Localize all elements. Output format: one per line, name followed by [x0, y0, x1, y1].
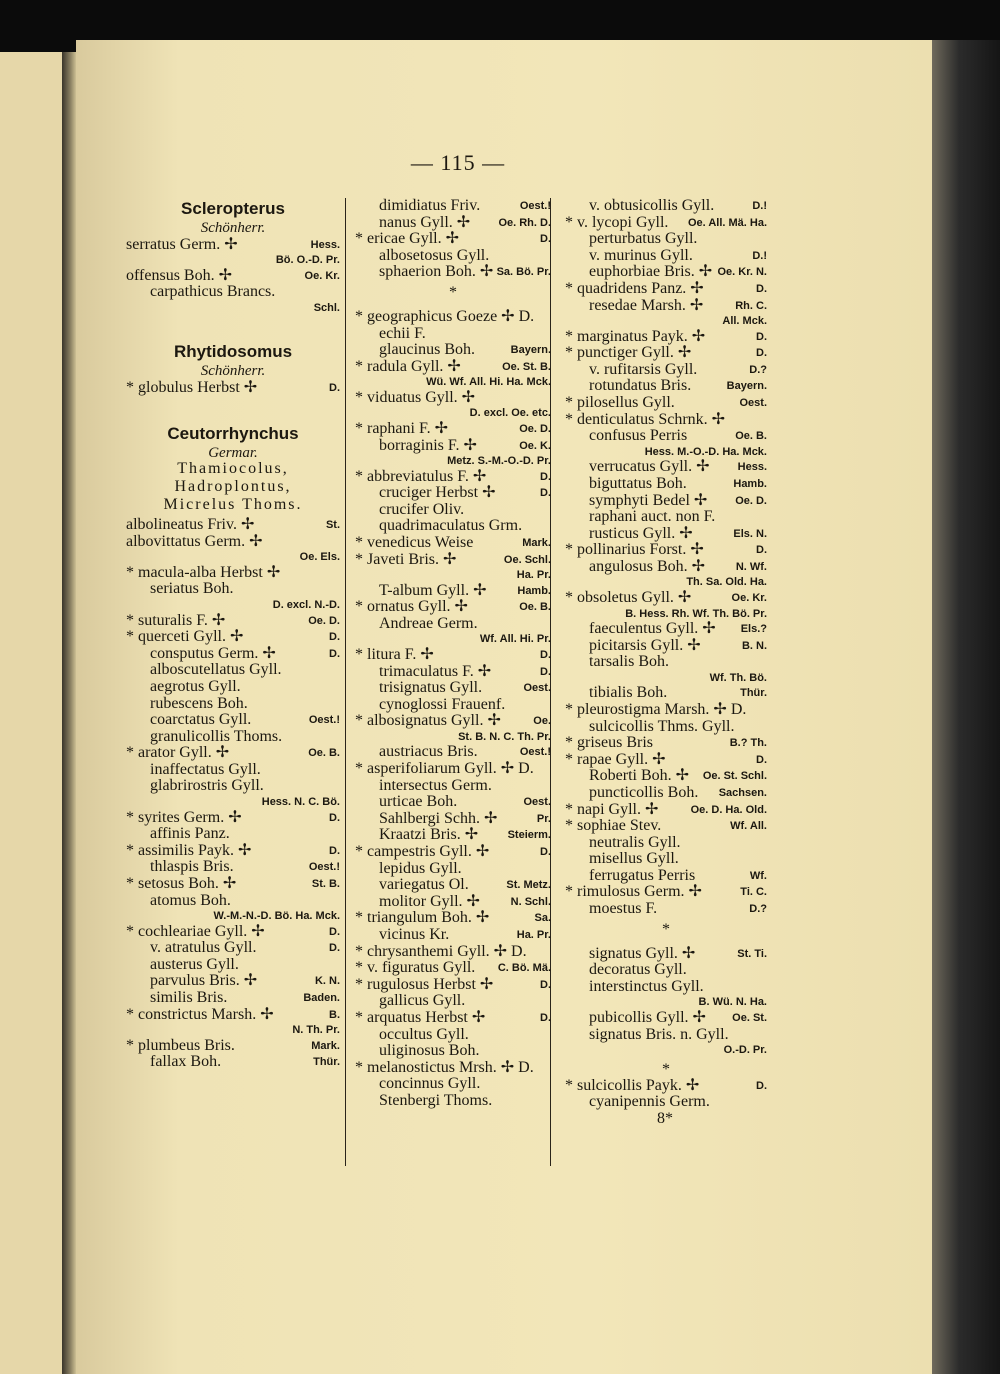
species-entry: albovittatus Germ. ✢	[126, 532, 263, 550]
species-entry: * globulus Herbst ✢ D.	[126, 378, 340, 396]
species-entry: glaucinus Boh. Bayern.	[379, 341, 551, 359]
species-entry: variegatus Ol. St. Metz.	[379, 876, 551, 894]
species-entry: vicinus Kr. Ha. Pr.	[379, 925, 551, 943]
subgenus-line: Hadroplontus,	[174, 478, 292, 496]
species-entry: * ericae Gyll. ✢ D.	[355, 230, 551, 248]
distribution-line: Wf. Th. Bö.	[709, 671, 767, 684]
species-entry: * suturalis F. ✢ Oe. D.	[126, 611, 340, 629]
species-entry: nanus Gyll. ✢ Oe. Rh. D.	[379, 213, 551, 231]
species-entry: * Javeti Bris. ✢ Oe. Schl.	[355, 550, 551, 568]
species-entry: * v. lycopi Gyll. Oe. All. Mä. Ha.	[565, 213, 767, 231]
species-entry: affinis Panz.	[150, 825, 230, 843]
species-entry: * griseus Bris B.? Th.	[565, 734, 767, 752]
species-entry: carpathicus Brancs.	[150, 283, 276, 301]
distribution-line: B. Wü. N. Ha.	[698, 996, 767, 1009]
species-entry: quadrimaculatus Grm.	[379, 517, 523, 535]
species-entry: * v. figuratus Gyll. C. Bö. Mä.	[355, 959, 551, 977]
group-separator: *	[449, 283, 457, 301]
species-entry: * venedicus Weise Mark.	[355, 534, 551, 551]
distribution-line: Wü. Wf. All. Hi. Ha. Mck.	[426, 376, 551, 389]
species-entry: * assimilis Payk. ✢ D.	[126, 841, 340, 859]
distribution-line: Th. Sa. Old. Ha.	[686, 576, 767, 589]
species-entry: tibialis Boh. Thür.	[589, 684, 767, 702]
species-entry: gallicus Gyll.	[379, 992, 466, 1010]
species-entry: austerus Gyll.	[150, 955, 239, 973]
species-entry: * punctiger Gyll. ✢ D.	[565, 344, 767, 362]
distribution-line: All. Mck.	[722, 315, 767, 328]
species-entry: * rimulosus Germ. ✢ Ti. C.	[565, 883, 767, 901]
species-entry: seriatus Boh.	[150, 580, 234, 598]
species-entry: glabrirostris Gyll.	[150, 777, 264, 795]
species-entry: symphyti Bedel ✢ Oe. D.	[589, 491, 767, 509]
species-entry: verrucatus Gyll. ✢ Hess.	[589, 458, 767, 476]
species-entry: * pollinarius Forst. ✢ D.	[565, 541, 767, 559]
distribution-line: Schl.	[313, 301, 340, 314]
species-entry: v. obtusicollis Gyll. D.!	[589, 197, 767, 214]
species-entry: Sahlbergi Schh. ✢ Pr.	[379, 809, 551, 827]
column-2	[355, 198, 551, 1110]
species-entry: * napi Gyll. ✢ Oe. D. Ha. Old.	[565, 800, 767, 818]
species-entry: * obsoletus Gyll. ✢ Oe. Kr.	[565, 588, 767, 606]
species-entry: * macula-alba Herbst ✢	[126, 563, 281, 581]
species-entry: molitor Gyll. ✢ N. Schl.	[379, 892, 551, 910]
species-entry: rusticus Gyll. ✢ Els. N.	[589, 524, 767, 542]
species-entry: pubicollis Gyll. ✢ Oe. St.	[589, 1008, 767, 1026]
species-entry: * cochleariae Gyll. ✢ D.	[126, 922, 340, 940]
species-entry: signatus Gyll. ✢ St. Ti.	[589, 944, 767, 962]
species-entry: * arquatus Herbst ✢ D.	[355, 1008, 551, 1026]
species-entry: confusus Perris Oe. B.	[589, 427, 767, 445]
distribution-line: Metz. S.-M.-O.-D. Pr.	[447, 455, 551, 468]
species-entry: resedae Marsh. ✢ Rh. C.	[589, 296, 767, 314]
species-entry: granulicollis Thoms.	[150, 727, 283, 745]
species-entry: * plumbeus Bris. Mark.	[126, 1036, 340, 1054]
species-entry: atomus Boh.	[150, 891, 231, 909]
species-entry: parvulus Bris. ✢ K. N.	[150, 972, 340, 990]
species-entry: * rugulosus Herbst ✢ D.	[355, 975, 551, 993]
species-entry: albolineatus Friv. ✢ St.	[126, 516, 340, 534]
species-entry: inaffectatus Gyll.	[150, 760, 261, 778]
species-entry: v. atratulus Gyll. D.	[150, 939, 340, 957]
species-entry: serratus Germ. ✢ Hess.	[126, 235, 340, 253]
species-entry: * raphani F. ✢ Oe. D.	[355, 419, 551, 437]
species-entry: rotundatus Bris. Bayern.	[589, 377, 767, 395]
distribution-line: Wf. All. Hi. Pr.	[479, 633, 551, 646]
group-separator: *	[662, 920, 670, 938]
species-entry: trimaculatus F. ✢ D.	[379, 662, 551, 680]
species-entry: v. rufitarsis Gyll. D.?	[589, 360, 767, 378]
species-entry: intersectus Germ.	[379, 776, 492, 794]
signature-mark: 8*	[657, 1109, 673, 1127]
species-entry: * denticulatus Schrnk. ✢	[565, 410, 726, 428]
species-entry: * constrictus Marsh. ✢ B.	[126, 1005, 340, 1023]
species-entry: * triangulum Boh. ✢ Sa.	[355, 909, 551, 927]
species-entry: dimidiatus Friv. Oest.!	[379, 197, 551, 214]
genus-heading: Scleropterus	[181, 199, 285, 218]
genus-heading: Rhytidosomus	[173, 342, 293, 362]
species-entry: * asperifoliarum Gyll. ✢ D.	[355, 760, 534, 778]
distribution-line: W.-M.-N.-D. Bö. Ha. Mck.	[213, 910, 340, 923]
species-entry: Kraatzi Bris. ✢ Steierm.	[379, 826, 551, 844]
species-entry: borraginis F. ✢ Oe. K.	[379, 436, 551, 454]
book-gutter	[62, 52, 76, 1374]
species-entry: cruciger Herbst ✢ D.	[379, 484, 551, 502]
species-entry: puncticollis Boh. Sachsen.	[589, 783, 767, 801]
genus-author: Schönherr.	[200, 363, 266, 380]
species-entry: tarsalis Boh.	[589, 653, 669, 671]
species-entry: albosetosus Gyll.	[379, 246, 490, 264]
species-entry: cynoglossi Frauenf.	[379, 695, 506, 713]
species-entry: coarctatus Gyll. Oest.!	[150, 711, 340, 729]
distribution-line: N. Th. Pr.	[292, 1024, 340, 1037]
species-entry: * radula Gyll. ✢ Oe. St. B.	[355, 357, 551, 375]
species-entry: * sulcicollis Payk. ✢ D.	[565, 1076, 767, 1094]
species-entry: neutralis Gyll.	[589, 833, 681, 851]
species-entry: fallax Boh. Thür.	[150, 1053, 340, 1071]
species-entry: raphani auct. non F.	[589, 508, 716, 526]
species-entry: trisignatus Gyll. Oest.	[379, 679, 551, 697]
subgenus-line: Micrelus Thoms.	[163, 496, 303, 514]
column-rule	[345, 198, 346, 1166]
distribution-line: Hess. M.-O.-D. Ha. Mck.	[644, 445, 767, 458]
species-entry: alboscutellatus Gyll.	[150, 661, 282, 679]
species-entry: consputus Germ. ✢ D.	[150, 644, 340, 662]
species-entry: offensus Boh. ✢ Oe. Kr.	[126, 266, 340, 284]
species-entry: * geographicus Goeze ✢ D.	[355, 307, 535, 325]
subgenus-line: Thamiocolus,	[177, 460, 289, 478]
species-entry: crucifer Oliv.	[379, 500, 465, 518]
species-entry: occultus Gyll.	[379, 1025, 469, 1043]
species-entry: * rapae Gyll. ✢ D.	[565, 750, 767, 768]
species-entry: * sophiae Stev. Wf. All.	[565, 817, 767, 835]
species-entry: lepidus Gyll.	[379, 859, 462, 877]
species-entry: signatus Bris. n. Gyll.	[589, 1025, 729, 1043]
species-entry: misellus Gyll.	[589, 850, 679, 868]
left-page-edge	[0, 52, 62, 1374]
species-entry: * marginatus Payk. ✢ D.	[565, 327, 767, 345]
species-entry: * litura F. ✢ D.	[355, 645, 551, 663]
species-entry: thlaspis Bris. Oest.!	[150, 858, 340, 876]
species-entry: uliginosus Boh.	[379, 1042, 480, 1060]
species-entry: * campestris Gyll. ✢ D.	[355, 843, 551, 860]
species-entry: sphaerion Boh. ✢ Sa. Bö. Pr.	[379, 263, 551, 281]
species-entry: echii F.	[379, 324, 426, 342]
species-entry: rubescens Boh.	[150, 694, 248, 712]
species-entry: * setosus Boh. ✢ St. B.	[126, 874, 340, 892]
species-entry: aegrotus Gyll.	[150, 677, 241, 695]
species-entry: angulosus Boh. ✢ N. Wf.	[589, 557, 767, 575]
species-entry: euphorbiae Bris. ✢ Oe. Kr. N.	[589, 263, 767, 281]
species-entry: sulcicollis Thms. Gyll.	[589, 717, 735, 735]
species-entry: v. murinus Gyll. D.!	[589, 246, 767, 264]
distribution-line: Oe. Els.	[299, 551, 340, 564]
species-entry: * ornatus Gyll. ✢ Oe. B.	[355, 598, 551, 616]
species-entry: * chrysanthemi Gyll. ✢ D.	[355, 942, 527, 960]
species-entry: * quadridens Panz. ✢ D.	[565, 279, 767, 297]
distribution-line: Hess. N. C. Bö.	[261, 796, 340, 809]
species-entry: cyanipennis Germ.	[589, 1093, 710, 1111]
genus-author: Schönherr.	[200, 220, 266, 236]
species-entry: * syrites Germ. ✢ D.	[126, 808, 340, 826]
species-entry: moestus F. D.?	[589, 900, 767, 918]
page-number: — 115 —	[410, 150, 506, 175]
species-entry: * abbreviatulus F. ✢ D.	[355, 467, 551, 485]
species-entry: decoratus Gyll.	[589, 961, 687, 979]
genus-heading: Ceutorrhynchus	[167, 423, 299, 443]
species-entry: * pleurostigma Marsh. ✢ D.	[565, 700, 747, 718]
species-entry: * albosignatus Gyll. ✢ Oe.	[355, 712, 551, 730]
distribution-line: D. excl. N.-D.	[272, 599, 340, 612]
species-entry: faeculentus Gyll. ✢ Els.?	[589, 620, 767, 638]
species-entry: interstinctus Gyll.	[589, 977, 704, 995]
species-entry: concinnus Gyll.	[379, 1075, 481, 1093]
genus-author: Germar.	[208, 444, 258, 461]
species-entry: * arator Gyll. ✢ Oe. B.	[126, 744, 340, 762]
species-entry: * querceti Gyll. ✢ D.	[126, 628, 340, 646]
species-entry: perturbatus Gyll.	[589, 230, 698, 248]
species-entry: biguttatus Boh. Hamb.	[589, 474, 767, 492]
species-entry: ferrugatus Perris Wf.	[589, 866, 767, 884]
distribution-line: D. excl. Oe. etc.	[469, 407, 551, 420]
distribution-line: O.-D. Pr.	[723, 1044, 767, 1057]
species-entry: picitarsis Gyll. ✢ B. N.	[589, 636, 767, 654]
column-1	[126, 198, 340, 1071]
species-entry: * pilosellus Gyll. Oest.	[565, 394, 767, 412]
species-entry: urticae Boh. Oest.	[379, 793, 551, 811]
species-entry: similis Bris. Baden.	[150, 989, 340, 1006]
species-entry: austriacus Bris. Oest.!	[379, 743, 551, 761]
column-3	[565, 198, 767, 1127]
species-entry: * viduatus Gyll. ✢	[355, 388, 476, 406]
distribution-line: St. B. N. C. Th. Pr.	[458, 730, 551, 743]
species-entry: Andreae Germ.	[379, 614, 478, 632]
distribution-line: B. Hess. Rh. Wf. Th. Bö. Pr.	[625, 607, 767, 620]
species-entry: Roberti Boh. ✢ Oe. St. Schl.	[589, 767, 767, 785]
group-separator: *	[662, 1060, 670, 1078]
distribution-line: Ha. Pr.	[516, 569, 551, 582]
book-binding	[932, 40, 1000, 1374]
species-entry: * melanostictus Mrsh. ✢ D.	[355, 1058, 534, 1076]
distribution-line: Bö. O.-D. Pr.	[275, 254, 340, 267]
species-entry: Stenbergi Thoms.	[379, 1091, 493, 1109]
species-entry: T-album Gyll. ✢ Hamb.	[379, 581, 551, 599]
